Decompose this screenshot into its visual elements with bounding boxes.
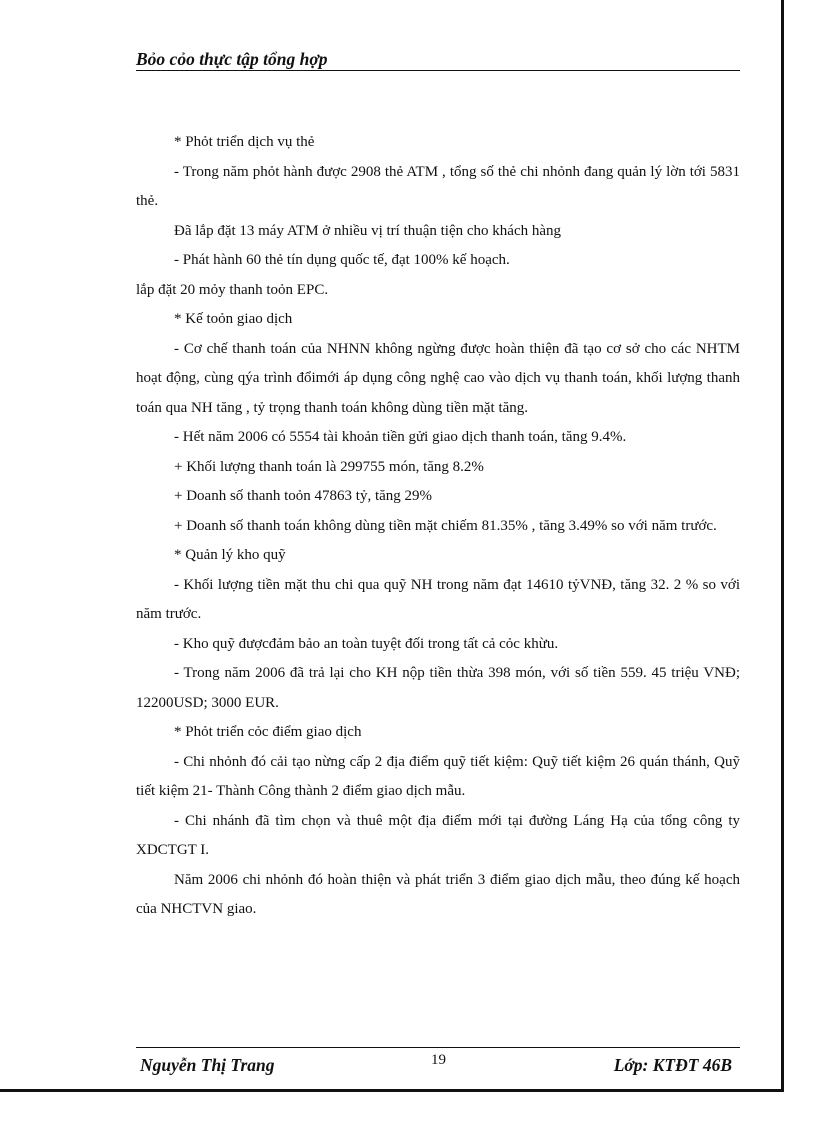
paragraph-payment-mechanism: - Cơ chế thanh toán của NHNN không ngừng được hoàn thiện đã tạo cơ sở cho các NHTM hoạt động, cùng qýa trình đổimới áp dụng công nghệ cao vào dịch vụ thanh toán, khối lượng thanh toán qua NH tăng , tỷ trọng thanh toán không dùng tiền mặt tăng. xyxy=(136,340,740,416)
paragraph-savings-upgrade: - Chi nhỏnh đó cải tạo nừng cấp 2 địa điểm quỹ tiết kiệm: Quỹ tiết kiệm 26 quán thánh, Quỹ tiết kiệm 21- Thành Công thành 2 điểm giao dịch mẫu. xyxy=(136,753,740,799)
section-heading-card-services: * Phỏt triển dịch vụ thẻ xyxy=(174,134,315,150)
paragraph-payment-volume: + Khối lượng thanh toán là 299755 món, tăng 8.2% xyxy=(174,458,484,475)
paragraph-credit-cards: - Phát hành 60 thẻ tín dụng quốc tế, đạt 100% kế hoạch. xyxy=(174,252,510,268)
body-text xyxy=(136,128,740,925)
footer-class-label: Lớp: KTĐT 46B xyxy=(613,1055,732,1075)
paragraph-new-location: - Chi nhánh đã tìm chọn và thuê một địa điểm mới tại đường Láng Hạ của tổng công ty XDCTGT I. xyxy=(136,812,740,858)
paragraph-atm-installed: Đã lắp đặt 13 máy ATM ở nhiều vị trí thuận tiện cho khách hàng xyxy=(174,222,562,239)
paragraph-deposit-accounts: - Hết năm 2006 có 5554 tài khoản tiền gửi giao dịch thanh toán, tăng 9.4%. xyxy=(174,429,627,445)
section-heading-transaction-accounting: * Kế toỏn giao dịch xyxy=(174,311,293,327)
paragraph-model-points-2006: Năm 2006 chi nhỏnh đó hoàn thiện và phát triển 3 điểm giao dịch mẫu, theo đúng kế hoạch của NHCTVN giao. xyxy=(136,871,740,917)
paragraph-cashless-share: + Doanh số thanh toán không dùng tiền mặt chiếm 81.35% , tăng 3.49% so với năm trước. xyxy=(174,517,717,534)
footer-rule xyxy=(136,1047,740,1048)
paragraph-epc-machines: lắp đặt 20 mỏy thanh toỏn EPC. xyxy=(136,281,329,298)
header-rule xyxy=(136,70,740,71)
paragraph-atm-cards-issued: - Trong năm phỏt hành được 2908 thẻ ATM , tổng số thẻ chi nhỏnh đang quản lý lờn tới 5831 thẻ. xyxy=(136,163,740,209)
paragraph-vault-safety: - Kho quỹ đượcđảm bảo an toàn tuyệt đối trong tất cả cỏc khừu. xyxy=(174,635,559,652)
section-heading-vault-management: * Quản lý kho quỹ xyxy=(174,547,286,563)
paragraph-cash-volume: - Khối lượng tiền mặt thu chi qua quỹ NH trong năm đạt 14610 tỷVNĐ, tăng 32. 2 % so với năm trước. xyxy=(136,576,740,622)
page-number: 19 xyxy=(431,1052,446,1068)
footer-author: Nguyễn Thị Trang xyxy=(140,1055,275,1075)
section-heading-transaction-points: * Phỏt triển cỏc điểm giao dịch xyxy=(174,724,362,740)
header-title: Bỏo cỏo thực tập tổng hợp xyxy=(136,49,328,69)
paragraph-payment-revenue: + Doanh số thanh toỏn 47863 tỷ, tăng 29% xyxy=(174,488,433,504)
paragraph-excess-cash-returned: - Trong năm 2006 đã trả lại cho KH nộp tiền thừa 398 món, với số tiền 559. 45 triệu VNĐ; 12200USD; 3000 EUR. xyxy=(136,665,740,711)
